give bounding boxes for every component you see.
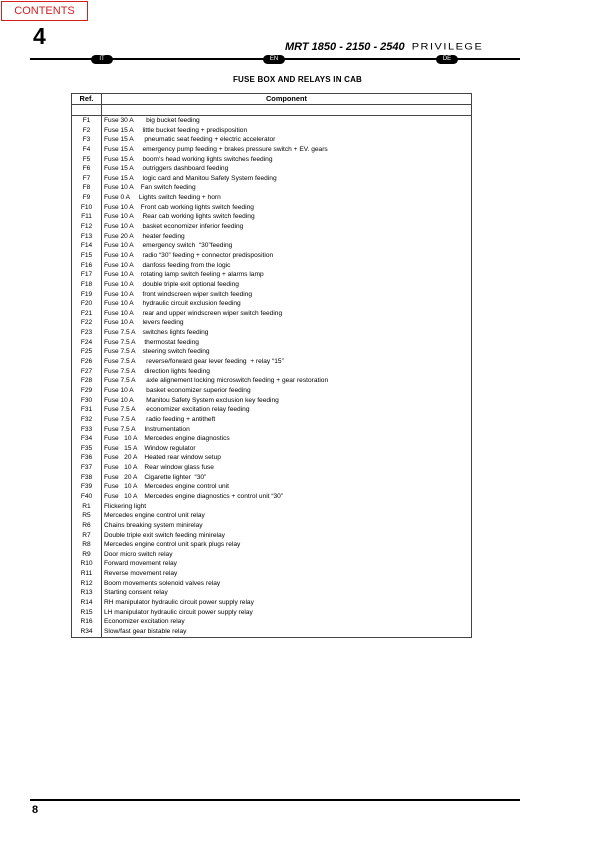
- row-ref: R6: [72, 521, 102, 531]
- row-ref: F31: [72, 405, 102, 415]
- row-ref: F7: [72, 174, 102, 184]
- row-ref: F29: [72, 386, 102, 396]
- row-component: Forward movement relay: [102, 559, 472, 569]
- table-row: [72, 270, 472, 280]
- table-row: [72, 453, 472, 463]
- row-component: Fuse 10 A Rear window glass fuse: [102, 463, 472, 473]
- row-component: Fuse 10 A basket economizer superior feeding: [102, 386, 472, 396]
- row-component: Fuse 10 A Front cab working lights switch feeding: [102, 203, 472, 213]
- brand-logo: PRIVILEGE: [411, 42, 484, 52]
- row-ref: F11: [72, 212, 102, 222]
- row-component: Fuse 10 A rear and upper windscreen wiper switch feeding: [102, 309, 472, 319]
- page-number: 8: [32, 804, 39, 816]
- chapter-number: 4: [33, 23, 46, 49]
- table-row: [72, 135, 472, 145]
- row-ref: R34: [72, 627, 102, 637]
- table-row: [72, 502, 472, 512]
- row-component: Fuse 7.5 A axle alignement locking microswitch feeding + gear restoration: [102, 376, 472, 386]
- row-component: Fuse 10 A rotating lamp switch feeling + alarms lamp: [102, 270, 472, 280]
- row-ref: R13: [72, 588, 102, 598]
- row-component: Fuse 15 A pneumatic seat feeding + electric accelerator: [102, 135, 472, 145]
- table-row: [72, 531, 472, 541]
- row-ref: F14: [72, 241, 102, 251]
- table-row: [72, 183, 472, 193]
- row-component: Fuse 10 A Mercedes engine diagnostics + control unit “30”: [102, 492, 472, 502]
- row-ref: F38: [72, 473, 102, 483]
- row-component: Fuse 7.5 A economizer excitation relay feeding: [102, 405, 472, 415]
- table-row: [72, 347, 472, 357]
- table-row: [72, 540, 472, 550]
- row-ref: F15: [72, 251, 102, 261]
- row-ref: F21: [72, 309, 102, 319]
- row-ref: F22: [72, 318, 102, 328]
- row-ref: R5: [72, 511, 102, 521]
- row-ref: R15: [72, 608, 102, 618]
- table-row: [72, 569, 472, 579]
- row-component: Door micro switch relay: [102, 550, 472, 560]
- row-ref: R7: [72, 531, 102, 541]
- row-ref: R9: [72, 550, 102, 560]
- row-component: Fuse 15 A emergency pump feeding + brakes pressure switch + EV. gears: [102, 145, 472, 155]
- table-row: [72, 425, 472, 435]
- row-ref: F33: [72, 425, 102, 435]
- table-row: [72, 203, 472, 213]
- row-component: Fuse 15 A Window regulator: [102, 444, 472, 454]
- table-row: [72, 367, 472, 377]
- table-row: [72, 376, 472, 386]
- row-component: Double triple exit switch feeding minirelay: [102, 531, 472, 541]
- contents-button[interactable]: CONTENTS: [1, 1, 88, 21]
- table-row: [72, 232, 472, 242]
- row-ref: F35: [72, 444, 102, 454]
- row-component: Fuse 10 A Mercedes engine control unit: [102, 482, 472, 492]
- row-component: Mercedes engine control unit relay: [102, 511, 472, 521]
- row-component: Chains breaking system minirelay: [102, 521, 472, 531]
- row-component: Fuse 15 A logic card and Manitou Safety System feeding: [102, 174, 472, 184]
- lang-tab-en[interactable]: EN: [263, 55, 285, 64]
- page-title: FUSE BOX AND RELAYS IN CAB: [232, 75, 363, 84]
- footer-rule: [30, 799, 520, 801]
- table-header-row: [72, 94, 472, 105]
- table-row: [72, 511, 472, 521]
- row-component: Fuse 15 A little bucket feeding + predisposition: [102, 126, 472, 136]
- row-component: Starting consent relay: [102, 588, 472, 598]
- row-component: Flickering light: [102, 502, 472, 512]
- row-component: Fuse 10 A double triple exit optional feeding: [102, 280, 472, 290]
- table-row: [72, 588, 472, 598]
- row-ref: F26: [72, 357, 102, 367]
- table-row: [72, 608, 472, 618]
- row-ref: F13: [72, 232, 102, 242]
- row-component: Mercedes engine control unit spark plugs relay: [102, 540, 472, 550]
- row-component: Fuse 15 A boom’s head working lights switches feeding: [102, 155, 472, 165]
- table-row: [72, 309, 472, 319]
- row-ref: R11: [72, 569, 102, 579]
- table-row: [72, 617, 472, 627]
- model-title: [285, 41, 483, 53]
- table-row: [72, 328, 472, 338]
- table-row: [72, 290, 472, 300]
- table-row: [72, 550, 472, 560]
- row-component: Fuse 7.5 A thermostat feeding: [102, 338, 472, 348]
- row-component: Fuse 10 A levers feeding: [102, 318, 472, 328]
- row-component: Fuse 10 A hydraulic circuit exclusion feeding: [102, 299, 472, 309]
- table-row: [72, 318, 472, 328]
- row-ref: F4: [72, 145, 102, 155]
- table-row: [72, 299, 472, 309]
- row-component: Fuse 30 A big bucket feeding: [102, 116, 472, 126]
- row-component: Fuse 10 A Mercedes engine diagnostics: [102, 434, 472, 444]
- table-row: [72, 174, 472, 184]
- fuse-relay-table: [71, 93, 472, 638]
- table-spacer-row: [72, 105, 472, 116]
- row-ref: R1: [72, 502, 102, 512]
- table-row: [72, 241, 472, 251]
- table-row: [72, 164, 472, 174]
- row-ref: F9: [72, 193, 102, 203]
- table-row: [72, 444, 472, 454]
- table-row: [72, 212, 472, 222]
- table-row: [72, 251, 472, 261]
- lang-tab-it[interactable]: IT: [91, 55, 113, 64]
- row-component: Slow/fast gear bistable relay: [102, 627, 472, 637]
- row-component: Fuse 10 A emergency switch “30”feeding: [102, 241, 472, 251]
- table-row: [72, 521, 472, 531]
- table-row: [72, 145, 472, 155]
- row-ref: F23: [72, 328, 102, 338]
- row-component: Fuse 10 A Rear cab working lights switch feeding: [102, 212, 472, 222]
- row-ref: F8: [72, 183, 102, 193]
- table-row: [72, 405, 472, 415]
- row-component: Boom movements solenoid valves relay: [102, 579, 472, 589]
- row-ref: F30: [72, 396, 102, 406]
- table-row: [72, 598, 472, 608]
- table-row: [72, 155, 472, 165]
- row-component: Fuse 7.5 A switches lights feeding: [102, 328, 472, 338]
- row-ref: F5: [72, 155, 102, 165]
- row-ref: F20: [72, 299, 102, 309]
- table-row: [72, 357, 472, 367]
- table-row: [72, 415, 472, 425]
- row-ref: F28: [72, 376, 102, 386]
- row-ref: F25: [72, 347, 102, 357]
- table-row: [72, 222, 472, 232]
- component-column-header: Component: [102, 94, 472, 105]
- row-ref: F1: [72, 116, 102, 126]
- row-ref: R14: [72, 598, 102, 608]
- row-ref: F18: [72, 280, 102, 290]
- row-component: Fuse 7.5 A reverse/forward gear lever feeding + relay “15”: [102, 357, 472, 367]
- row-ref: F39: [72, 482, 102, 492]
- row-component: Fuse 20 A heater feeding: [102, 232, 472, 242]
- table-row: [72, 193, 472, 203]
- table-row: [72, 482, 472, 492]
- table-row: [72, 473, 472, 483]
- row-component: LH manipulator hydraulic circuit power supply relay: [102, 608, 472, 618]
- row-component: Fuse 10 A radio “30” feeding + connector predisposition: [102, 251, 472, 261]
- row-component: Fuse 10 A front windscreen wiper switch feeding: [102, 290, 472, 300]
- table-row: [72, 492, 472, 502]
- row-ref: F3: [72, 135, 102, 145]
- row-ref: F19: [72, 290, 102, 300]
- row-component: Fuse 7.5 A direction lights feeding: [102, 367, 472, 377]
- row-component: Fuse 10 A danfoss feeding from the logic: [102, 261, 472, 271]
- lang-tab-de[interactable]: DE: [436, 55, 458, 64]
- table-row: [72, 280, 472, 290]
- row-component: Fuse 10 A Manitou Safety System exclusion key feeding: [102, 396, 472, 406]
- row-component: Fuse 7.5 A Instrumentation: [102, 425, 472, 435]
- row-component: Fuse 10 A basket economizer inferior feeding: [102, 222, 472, 232]
- row-ref: R16: [72, 617, 102, 627]
- table-row: [72, 126, 472, 136]
- row-ref: F10: [72, 203, 102, 213]
- row-ref: F17: [72, 270, 102, 280]
- row-component: Fuse 15 A outriggers dashboard feeding: [102, 164, 472, 174]
- table-row: [72, 559, 472, 569]
- table-row: [72, 116, 472, 126]
- row-ref: F40: [72, 492, 102, 502]
- table-row: [72, 463, 472, 473]
- table-row: [72, 261, 472, 271]
- ref-column-header: Ref.: [72, 94, 102, 105]
- table-row: [72, 396, 472, 406]
- row-component: Fuse 20 A Heated rear window setup: [102, 453, 472, 463]
- row-ref: F32: [72, 415, 102, 425]
- row-component: Fuse 20 A Cigarette lighter “30”: [102, 473, 472, 483]
- table-row: [72, 627, 472, 637]
- row-ref: R10: [72, 559, 102, 569]
- row-ref: F2: [72, 126, 102, 136]
- table-row: [72, 386, 472, 396]
- model-range: MRT 1850 - 2150 - 2540: [285, 41, 405, 53]
- row-ref: R12: [72, 579, 102, 589]
- row-component: Fuse 0 A Lights switch feeding + horn: [102, 193, 472, 203]
- row-ref: R8: [72, 540, 102, 550]
- row-component: Fuse 10 A Fan switch feeding: [102, 183, 472, 193]
- row-ref: F12: [72, 222, 102, 232]
- row-component: RH manipulator hydraulic circuit power supply relay: [102, 598, 472, 608]
- table-row: [72, 434, 472, 444]
- row-ref: F36: [72, 453, 102, 463]
- row-component: Fuse 7.5 A radio feeding + antitheft: [102, 415, 472, 425]
- row-ref: F6: [72, 164, 102, 174]
- row-component: Economizer excitation relay: [102, 617, 472, 627]
- row-component: Reverse movement relay: [102, 569, 472, 579]
- table-row: [72, 338, 472, 348]
- row-component: Fuse 7.5 A steering switch feeding: [102, 347, 472, 357]
- table-row: [72, 579, 472, 589]
- row-ref: F24: [72, 338, 102, 348]
- row-ref: F37: [72, 463, 102, 473]
- row-ref: F16: [72, 261, 102, 271]
- row-ref: F34: [72, 434, 102, 444]
- row-ref: F27: [72, 367, 102, 377]
